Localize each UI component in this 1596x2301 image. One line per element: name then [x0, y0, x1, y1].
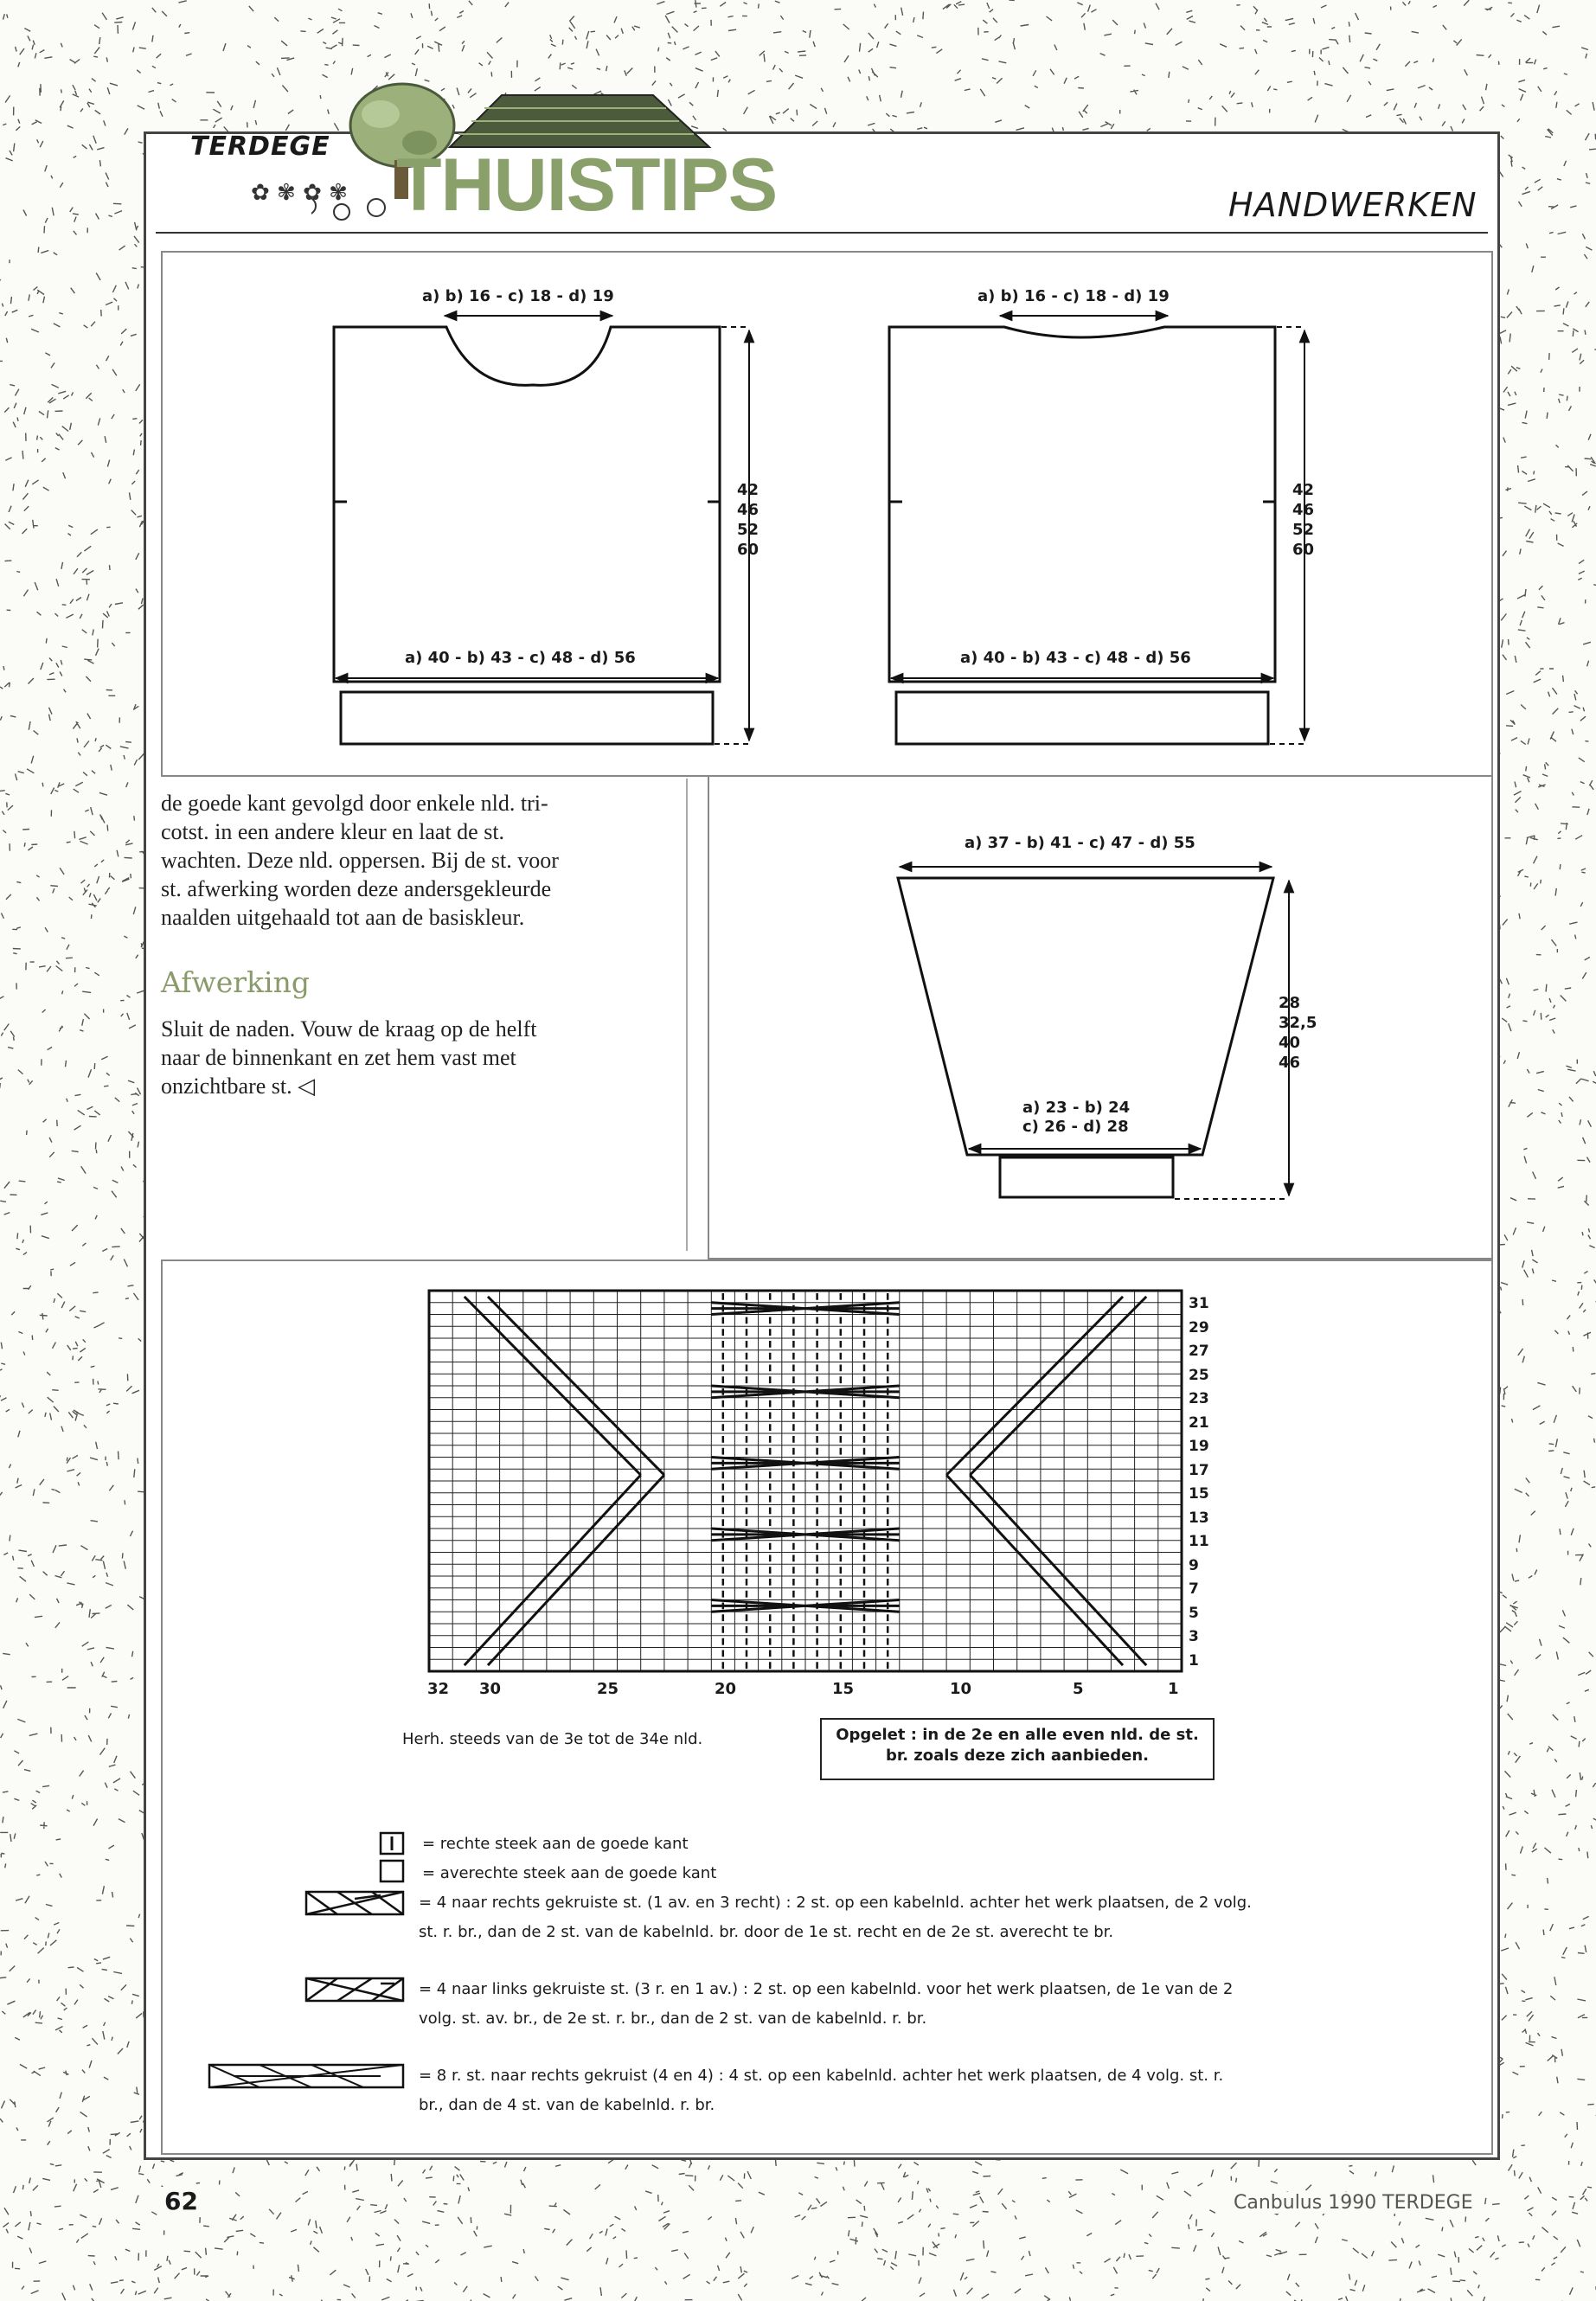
page-number: 62 [161, 2187, 202, 2215]
sleeve-height-labels: 28 32,5 40 46 [1279, 994, 1317, 1072]
chart-column-labels: 32 30 25 20 15 10 5 1 [427, 1680, 1179, 1698]
roof-icon [450, 95, 709, 147]
legend-cable-right-4: = 4 naar rechts gekruiste st. (1 av. en 3 recht) : 2 st. op een kabelnld. achter het werk plaatsen, de 2 volg. st. r. br., dan de 2 st. van de kabelnld. br. door de 1e st. recht en de 2e st. averecht te br. [419, 1894, 1252, 1941]
chart-row-labels: 31 29 27 25 23 21 19 17 15 13 11 9 7 5 3 1 [1189, 1295, 1209, 1670]
section-title: HANDWERKEN [1228, 186, 1477, 224]
afwerking-heading: Afwerking [161, 965, 310, 999]
front-neck-label: a) b) 16 - c) 18 - d) 19 [422, 287, 614, 305]
sleeve-cuff-labels: a) 23 - b) 24 c) 26 - d) 28 [1022, 1099, 1131, 1136]
repeat-note: Herh. steeds van de 3e tot de 34e nld. [402, 1730, 703, 1748]
legend-cable-left-4: = 4 naar links gekruiste st. (3 r. en 1 av.) : 2 st. op een kabelnld. voor het werk plaatsen, de 1e van de 2 volg. st. av. br., de 2e st. r. br., dan de 2 st. van de kabelnld. r. br. [419, 1980, 1234, 2028]
legend-symbols [208, 1830, 415, 2089]
instructions-text: de goede kant gevolgd door enkele nld. tri- cotst. in een andere kleur en laat de st. wachten. Deze nld. oppersen. Bij de st. voor st. afwerking worden deze andersgekleurde naalden uitgehaald tot aan de basiskleur. [161, 791, 559, 930]
sleeve-top-label: a) 37 - b) 41 - c) 47 - d) 55 [965, 834, 1195, 852]
knitting-chart [424, 1289, 1237, 1704]
cable-right-8-icon [209, 2065, 403, 2087]
legend-knit: = rechte steek aan de goede kant [422, 1835, 689, 1853]
attention-note: Opgelet : in de 2e en alle even nld. de st. br. zoals deze zich aanbieden. [820, 1718, 1215, 1780]
finishing-text: Sluit de naden. Vouw de kraag op de helft naar de binnenkant en zet hem vast met onzichtbare st. ◁ [161, 1016, 537, 1099]
brand-title: THUISTIPS [396, 144, 778, 227]
back-width-label: a) 40 - b) 43 - c) 48 - d) 56 [960, 649, 1191, 667]
knit-stitch-icon [381, 1833, 403, 1854]
column-divider [686, 779, 688, 1251]
front-height-labels: 42 46 52 60 [737, 481, 760, 559]
chart-grid [429, 1291, 1182, 1671]
cable-right-4-icon [306, 1892, 403, 1914]
back-piece [889, 327, 1275, 744]
front-piece [334, 327, 720, 744]
back-height-labels: 42 46 52 60 [1292, 481, 1315, 559]
brand-small: TERDEGE [190, 131, 330, 162]
flowers-icon: ✿ ✾ ✿ ✾ [251, 180, 348, 206]
legend-purl: = averechte steek aan de goede kant [422, 1864, 717, 1882]
back-neck-label: a) b) 16 - c) 18 - d) 19 [977, 287, 1170, 305]
footer-credit: Canbulus 1990 TERDEGE [1230, 2192, 1477, 2214]
purl-stitch-icon [381, 1861, 403, 1881]
cable-left-4-icon [306, 1978, 403, 2001]
front-width-label: a) 40 - b) 43 - c) 48 - d) 56 [405, 649, 636, 667]
sleeve-cuff [1000, 1157, 1173, 1197]
legend-cable-right-8: = 8 r. st. naar rechts gekruist (4 en 4) : 4 st. op een kabelnld. achter het werk plaatsen, de 4 volg. st. r. br., dan de 4 st. van de kabelnld. r. br. [419, 2067, 1224, 2114]
masthead-rule [156, 232, 1488, 234]
